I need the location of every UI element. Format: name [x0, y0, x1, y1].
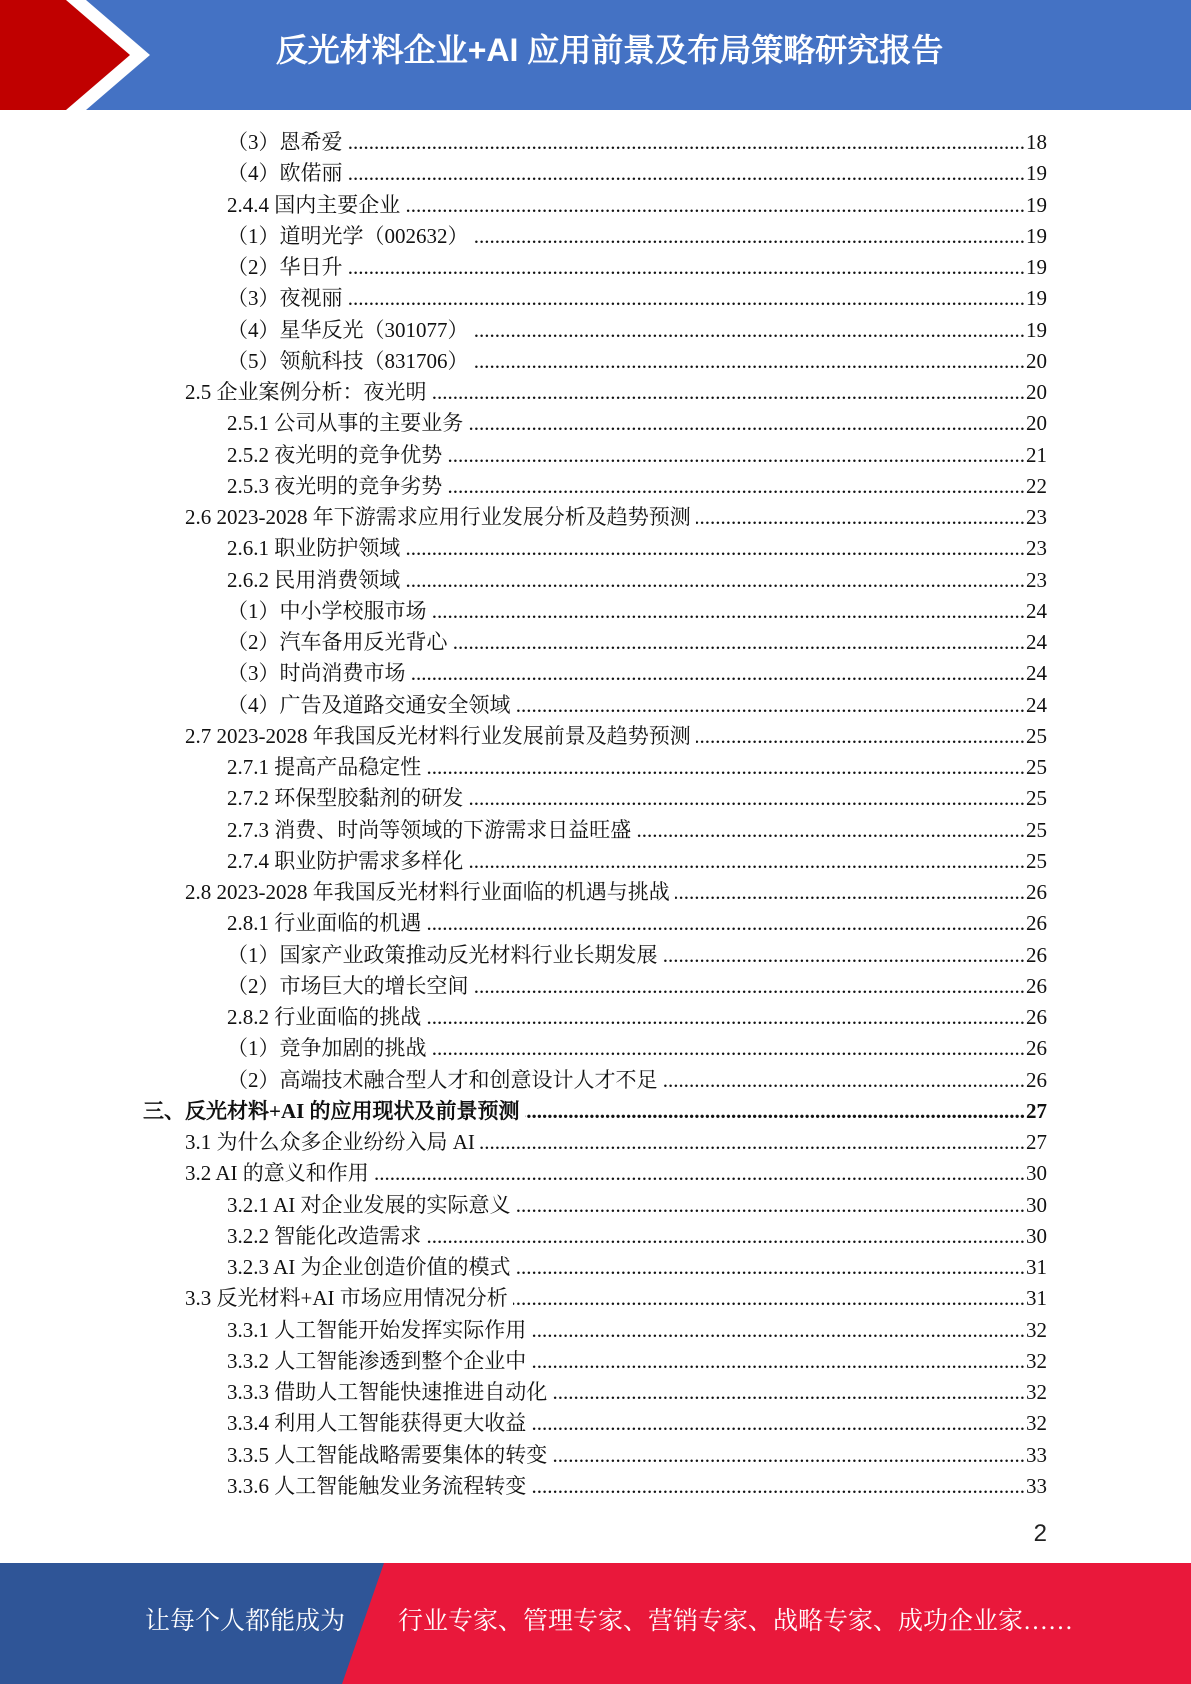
footer-slogan-right: 行业专家、管理专家、营销专家、战略专家、成功企业家…… [398, 1608, 1074, 1635]
toc-leader-dots [480, 1127, 1025, 1158]
toc-entry-title: （4）欧偌丽 [227, 161, 343, 186]
toc-entry-page-number: 25 [1026, 848, 1047, 873]
toc-entry-page-number: 25 [1026, 755, 1047, 779]
toc-entry-title: （3）夜视丽 [227, 286, 343, 311]
toc-entry[interactable] [0, 1346, 1047, 1377]
toc-leader-dots [696, 721, 1025, 752]
toc-entry-title: （1）竞争加剧的挑战 [227, 1036, 427, 1061]
toc-entry-title: 2.5.2 夜光明的竞争优势 [227, 442, 443, 467]
toc-entry-page-number: 30 [1026, 1223, 1047, 1248]
toc-entry-page-number: 30 [1026, 1192, 1047, 1217]
toc-entry[interactable] [0, 1315, 1047, 1346]
toc-entry-page-number: 19 [1026, 317, 1047, 342]
toc-entry-page-number: 27 [1026, 1098, 1047, 1123]
toc-leader-dots [432, 377, 1026, 408]
toc-entry-page-number: 23 [1026, 567, 1047, 592]
toc-entry-title: 3.2.3 AI 为企业创造价值的模式 [227, 1255, 511, 1279]
toc-leader-dots [374, 1158, 1025, 1189]
toc-leader-dots [447, 471, 1025, 502]
toc-entry-page-number: 25 [1026, 817, 1047, 842]
toc-entry[interactable] [0, 565, 1047, 596]
toc-entry-page-number: 25 [1026, 723, 1047, 748]
toc-entry[interactable] [0, 1096, 1047, 1127]
toc-leader-dots [675, 877, 1025, 908]
toc-entry-page-number: 32 [1026, 1380, 1047, 1404]
toc-entry[interactable] [0, 1002, 1047, 1033]
toc-leader-dots [348, 127, 1026, 158]
toc-leader-dots [348, 252, 1026, 283]
toc-entry-title: （2）汽车备用反光背心 [227, 630, 448, 654]
toc-entry-page-number: 20 [1026, 380, 1047, 404]
toc-leader-dots [447, 440, 1025, 471]
toc-entry-title: （1）中小学校服市场 [227, 598, 427, 623]
toc-entry-page-number: 26 [1026, 911, 1047, 936]
toc-entry-title: 2.6 2023-2028 年下游需求应用行业发展分析及趋势预测 [185, 505, 691, 529]
toc-leader-dots [348, 283, 1026, 314]
toc-entry-title: 2.5 企业案例分析：夜光明 [185, 380, 427, 404]
table-of-contents [0, 127, 1047, 1502]
toc-leader-dots [474, 315, 1026, 346]
toc-entry-title: 3.2.1 AI 对企业发展的实际意义 [227, 1192, 511, 1217]
toc-leader-dots [348, 158, 1026, 189]
toc-leader-dots [474, 346, 1026, 377]
report-header [0, 0, 1191, 110]
toc-entry-title: 2.6.1 职业防护领域 [227, 536, 401, 561]
toc-entry-title: （5）领航科技（831706） [227, 348, 469, 373]
toc-entry[interactable] [0, 658, 1047, 689]
toc-leader-dots [663, 1065, 1026, 1096]
toc-leader-dots [513, 1283, 1025, 1314]
toc-entry-title: 3.2.2 智能化改造需求 [227, 1223, 422, 1248]
toc-leader-dots [405, 565, 1025, 596]
toc-entry[interactable] [0, 1283, 1047, 1314]
toc-entry[interactable] [0, 408, 1047, 439]
toc-leader-dots [531, 1471, 1025, 1502]
toc-leader-dots [474, 221, 1026, 252]
toc-entry-title: 3.3 反光材料+AI 市场应用情况分析 [185, 1286, 508, 1311]
toc-entry[interactable] [0, 440, 1047, 471]
toc-entry[interactable] [0, 315, 1047, 346]
toc-entry-title: 3.3.4 利用人工智能获得更大收益 [227, 1411, 527, 1436]
toc-leader-dots [432, 1033, 1026, 1064]
toc-entry-title: （4）星华反光（301077） [227, 317, 469, 342]
toc-leader-dots [426, 752, 1025, 783]
toc-entry-page-number: 27 [1026, 1130, 1047, 1154]
toc-entry-title: 2.7.1 提高产品稳定性 [227, 755, 422, 779]
toc-entry[interactable] [0, 1377, 1047, 1408]
toc-entry[interactable] [0, 502, 1047, 533]
toc-entry-page-number: 31 [1026, 1286, 1047, 1311]
toc-leader-dots [516, 1252, 1026, 1283]
toc-entry-page-number: 24 [1026, 692, 1047, 717]
toc-entry-page-number: 18 [1026, 130, 1047, 154]
toc-entry[interactable] [0, 971, 1047, 1002]
toc-entry-page-number: 31 [1026, 1255, 1047, 1279]
toc-leader-dots [426, 908, 1025, 939]
toc-entry-page-number: 19 [1026, 192, 1047, 217]
toc-leader-dots [516, 1190, 1026, 1221]
toc-entry[interactable] [0, 1065, 1047, 1096]
toc-entry-page-number: 26 [1026, 880, 1047, 904]
toc-entry-page-number: 20 [1026, 348, 1047, 373]
toc-leader-dots [636, 815, 1025, 846]
toc-entry[interactable] [0, 627, 1047, 658]
toc-entry[interactable] [0, 1033, 1047, 1064]
toc-entry-page-number: 26 [1026, 1067, 1047, 1092]
toc-leader-dots [663, 940, 1026, 971]
toc-entry[interactable] [0, 1190, 1047, 1221]
toc-leader-dots [426, 1221, 1025, 1252]
toc-entry-page-number: 24 [1026, 661, 1047, 686]
toc-entry[interactable] [0, 783, 1047, 814]
toc-entry-title: 3.3.3 借助人工智能快速推进自动化 [227, 1380, 548, 1404]
toc-entry-title: 2.7.4 职业防护需求多样化 [227, 848, 464, 873]
toc-leader-dots [531, 1408, 1025, 1439]
toc-entry-page-number: 25 [1026, 786, 1047, 811]
toc-entry[interactable] [0, 1221, 1047, 1252]
toc-entry-title: （4）广告及道路交通安全领域 [227, 692, 511, 717]
toc-entry[interactable] [0, 533, 1047, 564]
toc-entry-title: 2.8.1 行业面临的机遇 [227, 911, 422, 936]
toc-entry-page-number: 22 [1026, 473, 1047, 498]
toc-entry-page-number: 19 [1026, 255, 1047, 279]
toc-entry[interactable] [0, 1440, 1047, 1471]
toc-entry-title: （2）高端技术融合型人才和创意设计人才不足 [227, 1067, 658, 1092]
toc-entry[interactable] [0, 815, 1047, 846]
page-number: 2 [1033, 1520, 1047, 1547]
toc-entry[interactable] [0, 1158, 1047, 1189]
toc-entry-page-number: 32 [1026, 1317, 1047, 1342]
toc-entry-title: 2.4.4 国内主要企业 [227, 192, 401, 217]
toc-entry-title: （3）时尚消费市场 [227, 661, 406, 686]
toc-entry-title: 2.8.2 行业面临的挑战 [227, 1005, 422, 1029]
toc-entry-title: 2.6.2 民用消费领域 [227, 567, 401, 592]
toc-entry[interactable] [0, 1408, 1047, 1439]
toc-leader-dots [516, 690, 1026, 721]
toc-entry-page-number: 30 [1026, 1161, 1047, 1186]
toc-leader-dots [525, 1096, 1025, 1127]
toc-entry-title: （2）华日升 [227, 255, 343, 279]
toc-entry-title: 2.7.3 消费、时尚等领域的下游需求日益旺盛 [227, 817, 632, 842]
toc-entry-page-number: 33 [1026, 1442, 1047, 1467]
toc-entry[interactable] [0, 752, 1047, 783]
toc-entry-page-number: 33 [1026, 1473, 1047, 1498]
toc-entry-title: 3.3.1 人工智能开始发挥实际作用 [227, 1317, 527, 1342]
toc-entry[interactable] [0, 377, 1047, 408]
toc-entry-page-number: 32 [1026, 1411, 1047, 1436]
toc-entry[interactable] [0, 940, 1047, 971]
toc-leader-dots [432, 596, 1026, 627]
report-title: 反光材料企业+AI 应用前景及布局策略研究报告 [275, 32, 944, 68]
toc-entry-page-number: 24 [1026, 630, 1047, 654]
toc-entry[interactable] [0, 1127, 1047, 1158]
toc-entry-page-number: 19 [1026, 223, 1047, 248]
toc-entry-title: 2.5.3 夜光明的竞争劣势 [227, 473, 443, 498]
toc-entry[interactable] [0, 283, 1047, 314]
toc-entry-title: （1）国家产业政策推动反光材料行业长期发展 [227, 942, 658, 967]
toc-leader-dots [474, 971, 1026, 1002]
toc-entry-title: 2.5.1 公司从事的主要业务 [227, 411, 464, 436]
toc-entry[interactable] [0, 1252, 1047, 1283]
toc-leader-dots [453, 627, 1026, 658]
toc-entry-title: （1）道明光学（002632） [227, 223, 469, 248]
toc-entry[interactable] [0, 846, 1047, 877]
toc-leader-dots [552, 1377, 1025, 1408]
toc-entry-title: 3.1 为什么众多企业纷纷入局 AI [185, 1130, 475, 1154]
toc-entry[interactable] [0, 721, 1047, 752]
toc-entry-title: 3.3.5 人工智能战略需要集体的转变 [227, 1442, 548, 1467]
toc-entry-title: 三、反光材料+AI 的应用现状及前景预测 [143, 1098, 520, 1123]
toc-entry[interactable] [0, 1471, 1047, 1502]
toc-entry-page-number: 26 [1026, 1005, 1047, 1029]
toc-entry[interactable] [0, 877, 1047, 908]
toc-leader-dots [468, 783, 1025, 814]
toc-leader-dots [405, 533, 1025, 564]
toc-entry[interactable] [0, 908, 1047, 939]
toc-entry-page-number: 24 [1026, 598, 1047, 623]
toc-leader-dots [405, 190, 1025, 221]
toc-leader-dots [468, 408, 1025, 439]
toc-entry-title: 2.8 2023-2028 年我国反光材料行业面临的机遇与挑战 [185, 880, 670, 904]
toc-entry-page-number: 32 [1026, 1348, 1047, 1373]
toc-entry-page-number: 26 [1026, 942, 1047, 967]
toc-entry[interactable] [0, 690, 1047, 721]
toc-entry-page-number: 23 [1026, 536, 1047, 561]
toc-leader-dots [696, 502, 1025, 533]
toc-entry[interactable] [0, 190, 1047, 221]
toc-leader-dots [411, 658, 1026, 689]
toc-leader-dots [531, 1346, 1025, 1377]
toc-entry-page-number: 26 [1026, 973, 1047, 998]
toc-entry[interactable] [0, 346, 1047, 377]
toc-entry[interactable] [0, 221, 1047, 252]
toc-entry-page-number: 26 [1026, 1036, 1047, 1061]
page-footer [0, 1563, 1191, 1684]
toc-entry[interactable] [0, 596, 1047, 627]
toc-entry-title: 2.7.2 环保型胶黏剂的研发 [227, 786, 464, 811]
toc-entry-title: （2）市场巨大的增长空间 [227, 973, 469, 998]
toc-entry-page-number: 21 [1026, 442, 1047, 467]
toc-leader-dots [426, 1002, 1025, 1033]
toc-entry-title: 2.7 2023-2028 年我国反光材料行业发展前景及趋势预测 [185, 723, 691, 748]
toc-entry-title: （3）恩希爱 [227, 130, 343, 154]
toc-entry-title: 3.2 AI 的意义和作用 [185, 1161, 369, 1186]
toc-entry[interactable] [0, 252, 1047, 283]
toc-entry[interactable] [0, 471, 1047, 502]
toc-leader-dots [468, 846, 1025, 877]
toc-entry-title: 3.3.2 人工智能渗透到整个企业中 [227, 1348, 527, 1373]
toc-leader-dots [552, 1440, 1025, 1471]
toc-entry-page-number: 19 [1026, 161, 1047, 186]
toc-entry-title: 3.3.6 人工智能触发业务流程转变 [227, 1473, 527, 1498]
toc-entry-page-number: 20 [1026, 411, 1047, 436]
footer-slogan-left: 让每个人都能成为 [145, 1608, 346, 1635]
toc-entry-page-number: 19 [1026, 286, 1047, 311]
toc-leader-dots [531, 1315, 1025, 1346]
toc-entry[interactable] [0, 127, 1047, 158]
toc-entry[interactable] [0, 158, 1047, 189]
toc-entry-page-number: 23 [1026, 505, 1047, 529]
